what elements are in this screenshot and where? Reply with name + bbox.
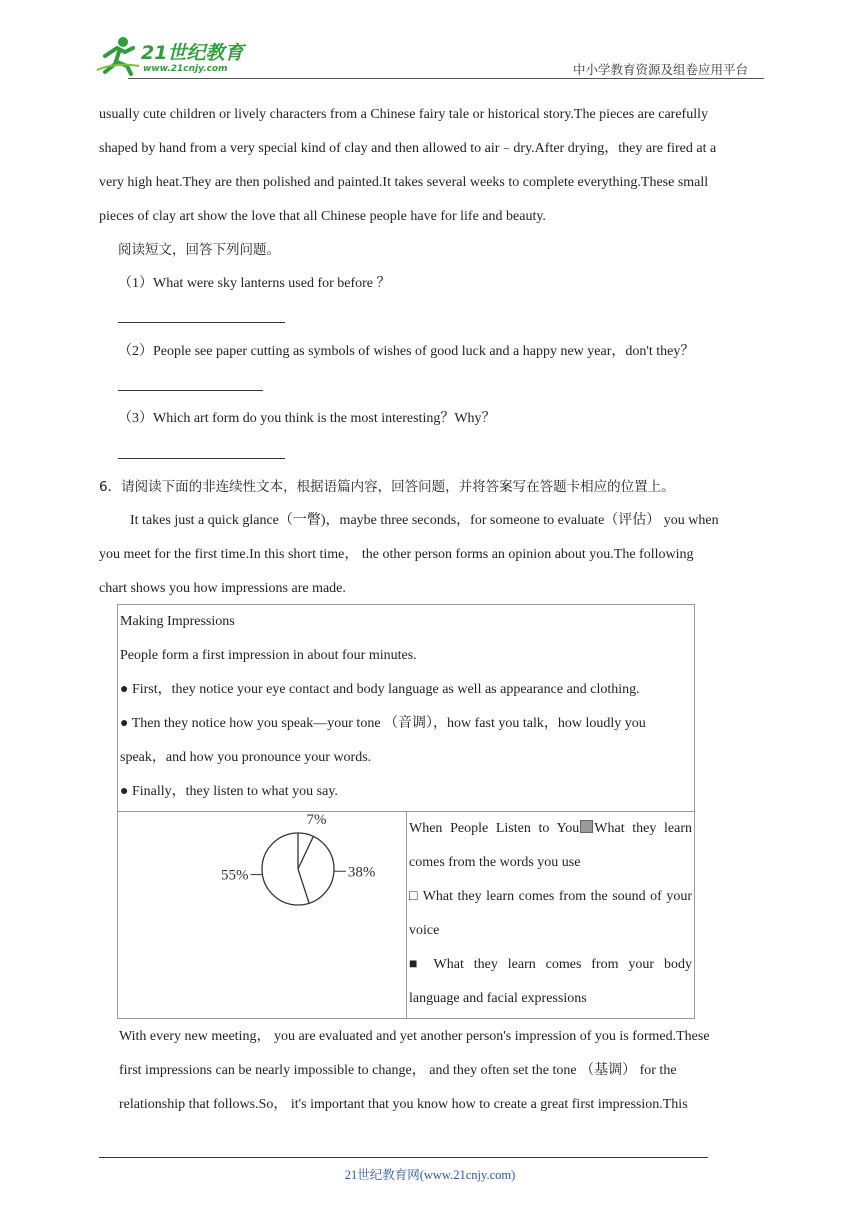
table-subtitle: People form a first impression in about four minutes. [120, 648, 417, 663]
platform-label: 中小学教育资源及组卷应用平台 [573, 62, 749, 77]
intro-line: chart shows you how impressions are made. [99, 581, 346, 596]
header [0, 0, 860, 80]
bullet-item: ● Then they notice how you speak—your tone （音调），how fast you talk，how loudly you [120, 716, 646, 731]
passage-line: first impressions can be nearly impossible to change， and they often set the tone （基调） for the [119, 1063, 677, 1078]
table-top-cell [118, 605, 695, 812]
question-3: （3）Which art form do you think is the most interesting？Why？ [118, 411, 496, 426]
answer-blank-1[interactable] [118, 322, 285, 323]
bullet-item: speak，and how you pronounce your words. [120, 750, 372, 765]
pie-slice-label: 38% [347, 864, 376, 881]
bullet-item: ● Finally，they listen to what you say. [120, 784, 338, 799]
passage-line: usually cute children or lively characters from a Chinese fairy tale or historical story.The pieces are carefully [99, 107, 708, 122]
runner-logo-icon [95, 36, 141, 76]
legend-title: When People Listen to You [409, 821, 580, 836]
passage-continued [99, 98, 764, 234]
q6-heading: 6．请阅读下面的非连续性文本，根据语篇内容，回答问题，并将答案写在答题卡相应的位置上。 [99, 479, 675, 495]
legend-cell [407, 812, 695, 1019]
footer-rule [99, 1157, 708, 1158]
bullet-item: ● First，they notice your eye contact and body language as well as appearance and clothing. [120, 682, 640, 697]
impressions-table [117, 604, 695, 1019]
logo-url-text: www.21cnjy.com [143, 64, 228, 74]
instruction: 阅读短文，回答下列问题。 [118, 242, 280, 258]
intro-line: you meet for the first time.In this short time， the other person forms an opinion about you.The following [99, 547, 694, 562]
pie-slice-label: 7% [306, 812, 327, 829]
passage-line: shaped by hand from a very special kind of clay and then allowed to air﹣dry.After drying，they are fired at a [99, 141, 717, 156]
question-2: （2）People see paper cutting as symbols of wishes of good luck and a happy new year，don't they？ [118, 344, 695, 359]
logo-text: 21世纪教育 [141, 42, 244, 64]
question-1: （1）What were sky lanterns used for before ？ [118, 276, 391, 291]
answer-blank-3[interactable] [118, 458, 285, 459]
passage-line: very high heat.They are then polished and painted.It takes several weeks to complete everything.These small [99, 175, 709, 190]
passage-line: relationship that follows.So， it's important that you know how to create a great first impression.This [119, 1097, 688, 1112]
q6-intro [99, 504, 764, 606]
legend-item-words: What they learn comes from the words you use [409, 821, 692, 870]
legend-item-voice: □ What they learn comes from the sound of your voice [409, 889, 692, 938]
passage-line: pieces of clay art show the love that all Chinese people have for life and beauty. [99, 209, 546, 224]
pie-chart-cell [118, 812, 407, 1019]
pie-chart [118, 812, 406, 932]
intro-line: It takes just a quick glance（一瞥)，maybe three seconds，for someone to evaluate（评估） you when [130, 513, 719, 528]
pie-slice-label: 55% [220, 867, 249, 884]
answer-blank-2[interactable] [118, 390, 263, 391]
legend [407, 812, 694, 880]
legend-item-body: ■ What they learn comes from your body language and facial expressions [409, 957, 692, 1006]
logo [95, 36, 260, 78]
footer-text: 21世纪教育网(www.21cnjy.com) [344, 1168, 516, 1182]
header-rule [128, 78, 764, 79]
grey-square-icon [580, 820, 593, 833]
passage-line: With every new meeting， you are evaluated and yet another person's impression of you is formed.These [119, 1029, 710, 1044]
table-title: Making Impressions [120, 614, 235, 629]
passage-after [119, 1020, 764, 1122]
